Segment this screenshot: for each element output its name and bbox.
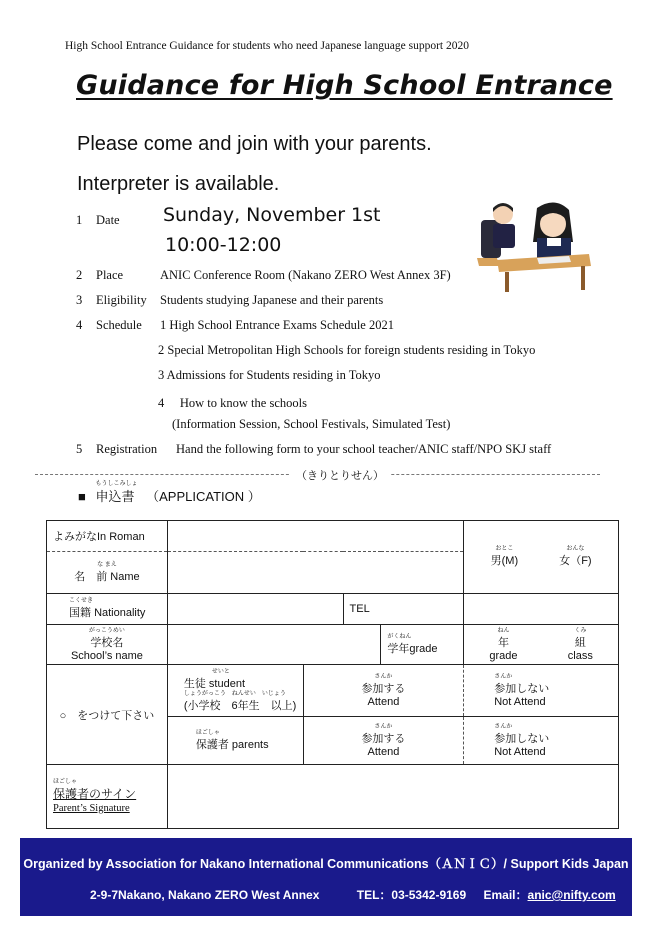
yomigana-input[interactable] bbox=[167, 521, 463, 552]
signature-jp: 保護者のサイン bbox=[53, 787, 137, 801]
student-en: student bbox=[208, 677, 246, 690]
tel-input[interactable] bbox=[464, 594, 619, 625]
mark-instruction: ○ をつけて下さい bbox=[47, 665, 168, 765]
nationality-en: Nationality bbox=[94, 607, 146, 619]
school-ruby: がっこうめい bbox=[88, 627, 125, 634]
signature-label bbox=[47, 765, 168, 829]
parents-en: parents bbox=[231, 738, 269, 751]
tel-label: TEL bbox=[343, 594, 464, 625]
school-en: School’s name bbox=[70, 649, 143, 662]
student-sub-ruby: しょうがっこう ねんせい いじょう bbox=[183, 690, 286, 697]
signature-en: Parent’s Signature bbox=[53, 803, 130, 814]
grade-jp: 学年 bbox=[387, 642, 410, 655]
item-label-schedule: Schedule bbox=[96, 318, 142, 332]
student-notattend-ruby: さんか bbox=[494, 673, 513, 680]
signature-input[interactable] bbox=[167, 765, 618, 829]
student-ruby: せいと bbox=[211, 668, 230, 675]
schedule-line-1: 1 High School Entrance Exams Schedule 2021 bbox=[160, 318, 394, 332]
school-jp: 学校名 bbox=[90, 636, 124, 649]
grade-sub-label: grade bbox=[489, 649, 518, 662]
eligibility-value: Students studying Japanese and their parents bbox=[160, 293, 384, 307]
parents-notattend-en: Not Attend bbox=[494, 745, 546, 758]
tel-text: TEL：03-5342-9169 bbox=[356, 888, 467, 902]
student-attend-en: Attend bbox=[367, 695, 400, 708]
parents-notattend-jp: 参加しない bbox=[494, 732, 550, 745]
grade-class-input[interactable] bbox=[464, 625, 619, 665]
nationality-input[interactable] bbox=[167, 594, 343, 625]
schedule-line-5: (Information Session, School Festivals, Simulated Test) bbox=[172, 417, 451, 431]
student-jp: 生徒 bbox=[183, 677, 206, 690]
school-label bbox=[47, 625, 168, 665]
application-ruby: もうしこみしょ bbox=[95, 481, 138, 487]
nen-label: 年 bbox=[497, 636, 509, 649]
student-notattend-jp: 参加しない bbox=[494, 682, 550, 695]
cut-line-label: （きりとりせん） bbox=[290, 467, 390, 483]
time-value: 10:00-12:00 bbox=[165, 234, 282, 256]
grade-ruby: がくねん bbox=[387, 633, 412, 640]
parents-attend-ruby: さんか bbox=[374, 723, 393, 730]
parents-notattend-option[interactable] bbox=[464, 717, 619, 765]
item-number-2: 2 bbox=[76, 268, 83, 282]
footer-banner bbox=[20, 838, 632, 916]
kumi-label: 組 bbox=[574, 636, 586, 649]
student-attend-jp: 参加する bbox=[361, 682, 406, 695]
student-attend-ruby: さんか bbox=[374, 673, 393, 680]
item-number-3: 3 bbox=[76, 293, 83, 307]
name-en: Name bbox=[110, 570, 140, 583]
organizer-line: Organized by Association for Nakano International Communications（ＡＮＩＣ）/ Support Kids Japan bbox=[23, 857, 629, 871]
parents-attend-option[interactable] bbox=[303, 717, 464, 765]
parents-ruby: ほごしゃ bbox=[195, 729, 220, 736]
grade-label bbox=[381, 625, 464, 665]
nationality-jp: 国籍 bbox=[69, 607, 91, 619]
email-link[interactable]: anic@nifty.com bbox=[527, 888, 616, 902]
place-value: ANIC Conference Room (Nakano ZERO West Annex 3F) bbox=[160, 268, 451, 282]
item-label-eligibility: Eligibility bbox=[96, 293, 147, 307]
name-label bbox=[47, 552, 168, 594]
nationality-ruby: こくせき bbox=[69, 598, 94, 604]
registration-value: Hand the following form to your school teacher/ANIC staff/NPO SKJ staff bbox=[176, 442, 552, 456]
parents-jp: 保護者 bbox=[195, 738, 229, 751]
contact-line bbox=[90, 886, 616, 903]
grade-en: grade bbox=[409, 642, 438, 655]
schedule-line-4: 4 How to know the schools bbox=[158, 396, 307, 410]
female-ruby: おんな bbox=[566, 546, 585, 552]
application-form bbox=[46, 520, 619, 829]
date-value: Sunday, November 1st bbox=[163, 204, 381, 226]
gender-cell bbox=[464, 521, 619, 594]
item-number-4: 4 bbox=[76, 318, 83, 332]
student-label bbox=[167, 665, 303, 717]
page-title: Guidance for High School Entrance bbox=[76, 70, 613, 101]
name-input[interactable] bbox=[167, 552, 463, 594]
application-jp: 申込書 bbox=[95, 489, 135, 504]
male-ruby: おとこ bbox=[495, 546, 514, 552]
yomigana-label: よみがなIn Roman bbox=[47, 521, 168, 552]
students-studying-illustration bbox=[477, 202, 593, 294]
item-label-date: Date bbox=[96, 213, 120, 227]
nen-ruby: ねん bbox=[497, 627, 510, 634]
item-number-5: 5 bbox=[76, 442, 83, 456]
student-notattend-en: Not Attend bbox=[494, 695, 546, 708]
item-number-1: 1 bbox=[76, 213, 83, 227]
signature-ruby: ほごしゃ bbox=[53, 779, 78, 785]
address-text: 2-9-7Nakano, Nakano ZERO West Annex bbox=[90, 888, 320, 902]
student-notattend-option[interactable] bbox=[464, 665, 619, 717]
school-input[interactable] bbox=[167, 625, 381, 665]
application-heading bbox=[78, 481, 261, 505]
intro-line-1: Please come and join with your parents. bbox=[77, 133, 432, 155]
parents-label bbox=[167, 717, 303, 765]
schedule-line-2: 2 Special Metropolitan High Schools for foreign students residing in Tokyo bbox=[158, 343, 536, 357]
item-label-registration: Registration bbox=[96, 442, 158, 456]
student-attend-option[interactable] bbox=[303, 665, 464, 717]
student-sub: (小学校 6年生 以上) bbox=[183, 699, 297, 712]
intro-line-2: Interpreter is available. bbox=[77, 173, 280, 195]
square-bullet-icon: ■ bbox=[78, 489, 86, 504]
email-label: Email： bbox=[483, 888, 528, 902]
parents-attend-en: Attend bbox=[367, 745, 400, 758]
name-jp: 名 前 bbox=[74, 570, 108, 583]
parents-notattend-ruby: さんか bbox=[494, 723, 513, 730]
female-option[interactable]: 女（F) bbox=[559, 555, 592, 567]
class-sub-label: class bbox=[567, 649, 593, 662]
kumi-ruby: くみ bbox=[574, 627, 587, 634]
header-text: High School Entrance Guidance for students who need Japanese language support 2020 bbox=[65, 40, 469, 52]
parents-attend-jp: 参加する bbox=[361, 732, 406, 745]
nationality-label bbox=[47, 594, 168, 625]
name-ruby: な まえ bbox=[97, 561, 117, 568]
schedule-line-3: 3 Admissions for Students residing in Tokyo bbox=[158, 368, 381, 382]
male-option[interactable]: 男(M) bbox=[490, 555, 519, 567]
application-en: （APPLICATION ） bbox=[146, 489, 261, 504]
item-label-place: Place bbox=[96, 268, 124, 282]
